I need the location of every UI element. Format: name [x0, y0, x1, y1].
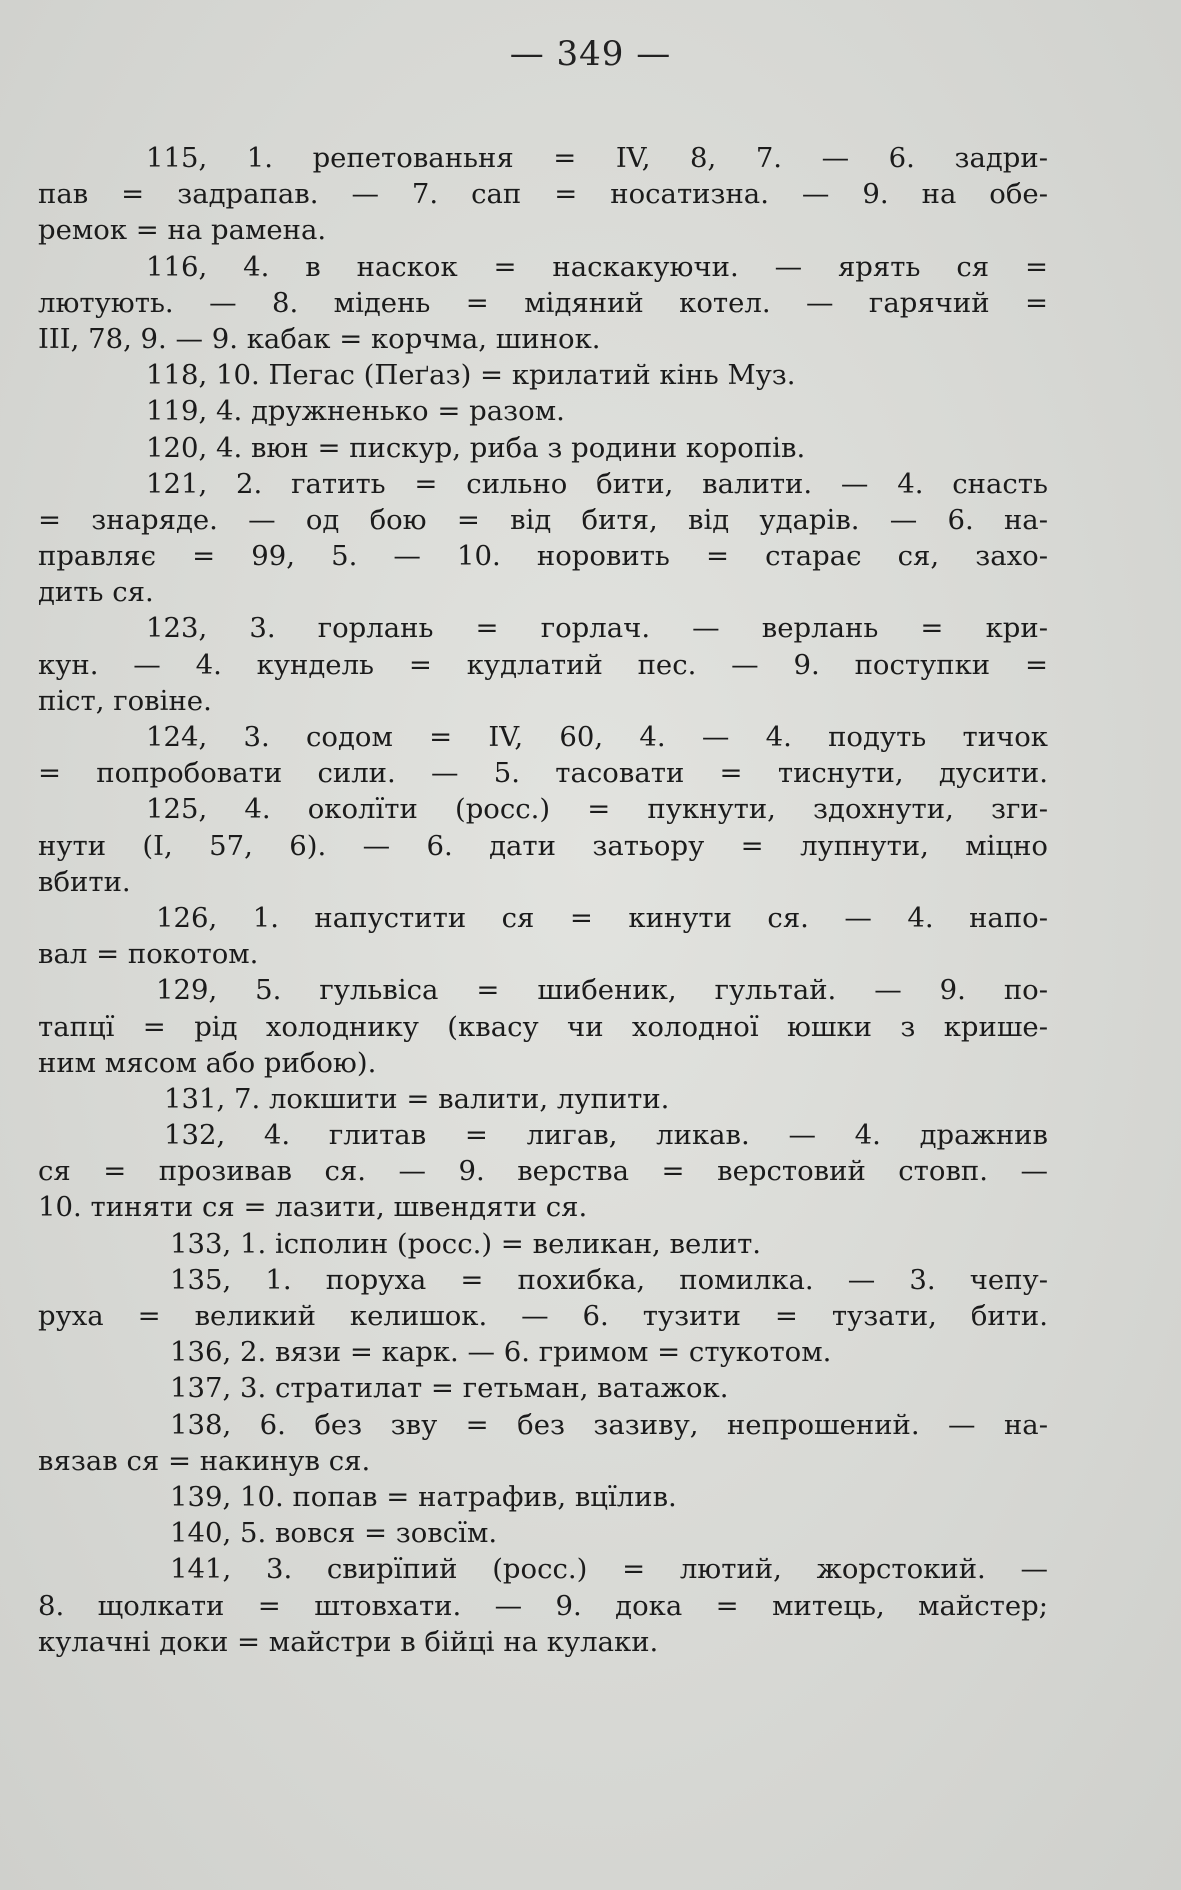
text-line: 125, 4. околїти (росс.) = пукнути, здохнути, зги-: [146, 793, 1048, 826]
text-line: 137, 3. стратилат = гетьман, ватажок.: [170, 1372, 729, 1405]
text-line: 121, 2. гатить = сильно бити, валити. — 4. снасть: [146, 467, 1048, 500]
text-line: дить ся.: [38, 576, 154, 609]
text-line: 131, 7. локшити = валити, лупити.: [164, 1082, 670, 1115]
text-line: 10. тиняти ся = лазити, швендяти ся.: [38, 1191, 588, 1224]
text-line: 123, 3. горлань = горлач. — верлань = кри-: [146, 612, 1048, 645]
text-line: вбити.: [38, 865, 131, 898]
text-line: піст, говіне.: [38, 684, 212, 717]
text-line: тапцї = рід холоднику (квасу чи холодної юшки з кришe-: [38, 1010, 1048, 1043]
text-line: 120, 4. вюн = пискур, риба з родини коропів.: [146, 431, 806, 464]
text-line: ним мясом або рибою).: [38, 1046, 377, 1079]
text-line: = попробовати сили. — 5. тасовати = тиснути, дусити.: [38, 757, 1048, 790]
text-line: 141, 3. свирїпий (росс.) = лютий, жорстокий. —: [170, 1553, 1048, 1586]
text-line: руха = великий келишок. — 6. тузити = тузати, бити.: [38, 1300, 1048, 1332]
text-line: III, 78, 9. — 9. кабак = корчма, шинок.: [38, 322, 601, 355]
text-line: кулачні доки = майстри в бійці на кулаки.: [38, 1625, 659, 1658]
text-line: кун. — 4. кундель = кудлатий пес. — 9. поступки =: [38, 648, 1048, 681]
text-line: 140, 5. вовся = зовсїм.: [170, 1517, 498, 1550]
text-line: вал = покотом.: [38, 938, 259, 971]
text-line: 132, 4. глитав = лигав, ликав. — 4. дражнив: [164, 1119, 1048, 1152]
text-line: 8. щолкати = штовхати. — 9. дока = митець, майстер;: [38, 1589, 1048, 1622]
text-line: 116, 4. в наскок = наскакуючи. — ярять ся =: [146, 250, 1048, 283]
text-line: 124, 3. содом = IV, 60, 4. — 4. подуть тичок: [146, 721, 1048, 753]
text-line: 119, 4. дружненько = разом.: [146, 395, 565, 428]
text-line: ремок = на рамена.: [38, 214, 327, 247]
glossary-text: [38, 140, 1048, 1660]
text-line: 133, 1. ісполин (росс.) = великан, велит.: [170, 1227, 762, 1260]
text-line: вязав ся = накинув ся.: [38, 1444, 371, 1477]
page-number: — 349 —: [509, 34, 672, 74]
text-line: правляє = 99, 5. — 10. норовить = старає ся, захо-: [38, 540, 1048, 573]
text-line: 115, 1. репетованьня = IV, 8, 7. — 6. задри-: [146, 142, 1048, 174]
text-line: 126, 1. напустити ся = кинути ся. — 4. напо-: [156, 901, 1048, 934]
text-line: 129, 5. гульвіса = шибеник, гультай. — 9. по-: [156, 974, 1048, 1007]
text-line: 136, 2. вязи = карк. — 6. гримом = стукотом.: [170, 1336, 832, 1369]
text-line: 135, 1. поруха = похибка, помилка. — 3. чепу-: [170, 1263, 1048, 1296]
text-line: нути (I, 57, 6). — 6. дати затьору = лупнути, міцно: [38, 829, 1048, 862]
text-line: 138, 6. без зву = без зазиву, непрошений. — на-: [170, 1408, 1048, 1441]
text-line: = знаряде. — од бою = від битя, від ударів. — 6. на-: [38, 503, 1048, 536]
text-line: лютують. — 8. мідень = мідяний котел. — гарячий =: [38, 286, 1048, 319]
text-line: 118, 10. Пегас (Пеґаз) = крилатий кінь Муз.: [146, 359, 796, 392]
text-line: 139, 10. попав = натрафив, вцїлив.: [170, 1480, 677, 1513]
text-line: пав = задрапав. — 7. сап = носатизна. — 9. на обе-: [38, 178, 1048, 211]
text-line: ся = прозивав ся. — 9. верства = верстовий стовп. —: [38, 1155, 1048, 1188]
